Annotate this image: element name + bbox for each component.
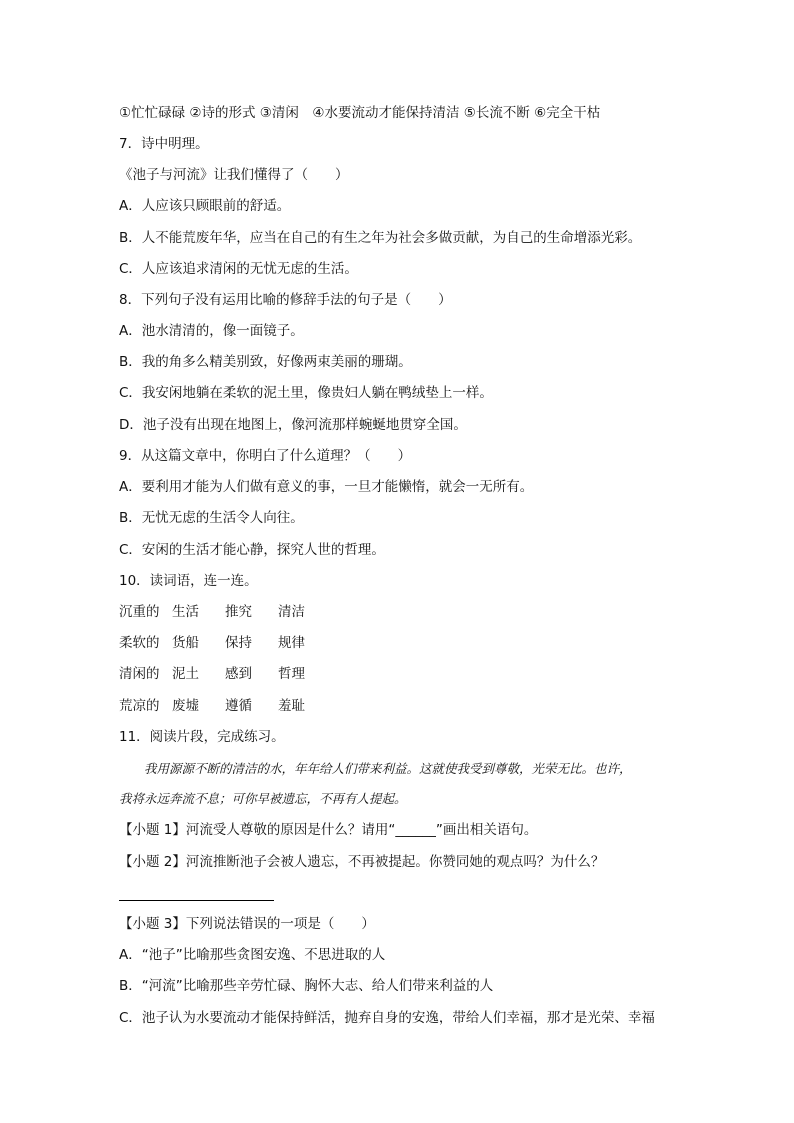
question-7-option-c: C．人应该追求清闲的无忧无虑的生活。 (119, 261, 358, 277)
word-cell: 规律 (278, 635, 305, 651)
question-10-title: 10．读词语，连一连。 (119, 573, 258, 589)
sub-question-2: 【小题 2】河流推断池子会被人遗忘，不再被提起。你赞同她的观点吗？为什么？ (119, 854, 605, 870)
word-cell: 荒凉的 (119, 698, 160, 714)
word-cell: 柔软的 (119, 635, 160, 651)
question-9-option-b: B．无忧无虑的生活令人向往。 (119, 510, 304, 526)
sub-question-3: 【小题 3】下列说法错误的一项是（ ） (119, 916, 375, 932)
word-grid-row (119, 665, 331, 683)
word-cell: 泥土 (172, 666, 199, 682)
word-cell: 遵循 (225, 698, 252, 714)
option-list: ①忙忙碌碌 ②诗的形式 ③清闲 ④水要流动才能保持清洁 ⑤长流不断 ⑥完全干枯 (119, 105, 601, 121)
word-cell: 推究 (225, 604, 252, 620)
answer-blank-line (119, 900, 274, 901)
question-7-stem: 《池子与河流》让我们懂得了（ ） (119, 167, 349, 183)
word-cell: 货船 (172, 635, 199, 651)
sub-question-1: 【小题 1】河流受人尊敬的原因是什么？请用“______”画出相关语句。 (119, 822, 538, 838)
word-cell: 哲理 (278, 666, 305, 682)
question-7-option-a: A．人应该只顾眼前的舒适。 (119, 198, 291, 214)
question-8-title: 8．下列句子没有运用比喻的修辞手法的句子是（ ） (119, 292, 452, 308)
question-8-option-d: D．池子没有出现在地图上，像河流那样蜿蜒地贯穿全国。 (119, 417, 467, 433)
question-8-option-c: C．我安闲地躺在柔软的泥土里，像贵妇人躺在鸭绒垫上一样。 (119, 385, 493, 401)
passage-line: 我用源源不断的清洁的水，年年给人们带来利益。这就使我受到尊敬，光荣无比。也许， (119, 761, 632, 776)
word-cell: 保持 (225, 635, 252, 651)
question-9-title: 9．从这篇文章中，你明白了什么道理？（ ） (119, 448, 412, 464)
word-cell: 沉重的 (119, 604, 160, 620)
question-8-option-a: A．池水清清的，像一面镜子。 (119, 323, 304, 339)
word-cell: 清洁 (278, 604, 305, 620)
word-cell: 羞耻 (278, 698, 305, 714)
question-11-title: 11．阅读片段，完成练习。 (119, 729, 285, 745)
question-8-option-b: B．我的角多么精美别致，好像两束美丽的珊瑚。 (119, 354, 412, 370)
sub-question-3-option-b: B．“河流”比喻那些辛劳忙碌、胸怀大志、给人们带来利益的人 (119, 978, 494, 994)
question-9-option-c: C．安闲的生活才能心静，探究人世的哲理。 (119, 542, 385, 558)
word-grid-row (119, 603, 331, 621)
question-7-title: 7．诗中明理。 (119, 136, 209, 152)
word-cell: 废墟 (172, 698, 199, 714)
passage-line: 我将永远奔流不息；可你早被遗忘，不再有人提起。 (119, 791, 407, 806)
word-grid-row (119, 697, 331, 715)
question-9-option-a: A．要利用才能为人们做有意义的事，一旦才能懒惰，就会一无所有。 (119, 479, 534, 495)
sub-question-3-option-a: A．“池子”比喻那些贪图安逸、不思进取的人 (119, 947, 386, 963)
question-7-option-b: B．人不能荒废年华，应当在自己的有生之年为社会多做贡献，为自己的生命增添光彩。 (119, 230, 642, 246)
word-cell: 感到 (225, 666, 252, 682)
word-cell: 清闲的 (119, 666, 160, 682)
word-grid-row (119, 634, 331, 652)
word-cell: 生活 (172, 604, 199, 620)
sub-question-3-option-c: C．池子认为水要流动才能保持鲜活，抛弃自身的安逸，带给人们幸福，那才是光荣、幸福 (119, 1010, 655, 1026)
